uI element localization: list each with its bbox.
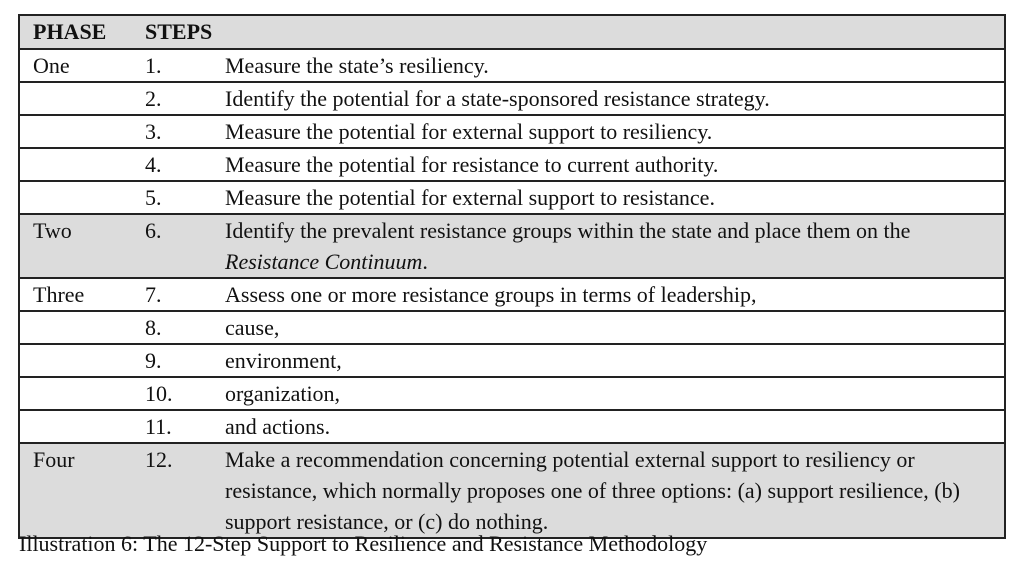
step-description (225, 181, 1005, 214)
step-number: 4. (145, 148, 225, 181)
step-number: 2. (145, 82, 225, 115)
phase-cell (19, 410, 145, 443)
phase-cell: One (19, 49, 145, 82)
table-row (19, 82, 1005, 115)
step-number: 5. (145, 181, 225, 214)
step-text: Measure the potential for resistance to current authority. (225, 152, 719, 177)
phase-cell (19, 82, 145, 115)
step-number: 6. (145, 214, 225, 278)
step-description (225, 344, 1005, 377)
table-header-row (19, 15, 1005, 49)
table-row (19, 115, 1005, 148)
step-text: Measure the state’s resiliency. (225, 53, 489, 78)
step-text: environment, (225, 348, 342, 373)
step-text: Assess one or more resistance groups in terms of leadership, (225, 282, 757, 307)
step-text: cause, (225, 315, 280, 340)
step-description (225, 148, 1005, 181)
step-description (225, 443, 1005, 538)
step-description (225, 82, 1005, 115)
step-emphasis: Resistance Continuum (225, 249, 423, 274)
phase-cell (19, 148, 145, 181)
methodology-table (18, 14, 1006, 539)
step-text: Measure the potential for external support to resiliency. (225, 119, 713, 144)
table-caption: Illustration 6: The 12-Step Support to Resilience and Resistance Methodology (19, 531, 708, 556)
step-text: Identify the potential for a state-sponsored resistance strategy. (225, 86, 770, 111)
step-text: Identify the prevalent resistance groups within the state and place them on the (225, 218, 911, 243)
header-steps: STEPS (145, 15, 1005, 49)
phase-cell (19, 181, 145, 214)
step-number: 12. (145, 443, 225, 538)
step-text-end: . (422, 249, 428, 274)
step-number: 1. (145, 49, 225, 82)
step-text: Make a recommendation concerning potential external support to resiliency or resistance, which normally proposes one of three options: (a) support resilience, (b) support resistance, or (c) do nothing. (225, 447, 960, 534)
phase-cell: Four (19, 443, 145, 538)
step-number: 3. (145, 115, 225, 148)
step-number: 7. (145, 278, 225, 311)
step-description (225, 311, 1005, 344)
step-number: 11. (145, 410, 225, 443)
table-row (19, 181, 1005, 214)
phase-cell: Two (19, 214, 145, 278)
phase-cell (19, 311, 145, 344)
header-phase: PHASE (19, 15, 145, 49)
table-row (19, 311, 1005, 344)
table-row (19, 410, 1005, 443)
table-row (19, 214, 1005, 278)
step-text: organization, (225, 381, 341, 406)
step-description (225, 410, 1005, 443)
step-text: Measure the potential for external support to resistance. (225, 185, 715, 210)
table-row (19, 148, 1005, 181)
phase-cell (19, 344, 145, 377)
step-number: 9. (145, 344, 225, 377)
step-text: and actions. (225, 414, 331, 439)
step-description (225, 214, 1005, 278)
phase-cell: Three (19, 278, 145, 311)
table-row (19, 344, 1005, 377)
step-description (225, 49, 1005, 82)
table-row (19, 377, 1005, 410)
step-description (225, 115, 1005, 148)
phase-cell (19, 377, 145, 410)
table-row (19, 278, 1005, 311)
step-number: 10. (145, 377, 225, 410)
step-number: 8. (145, 311, 225, 344)
table-row (19, 443, 1005, 538)
step-description (225, 377, 1005, 410)
step-description (225, 278, 1005, 311)
phase-cell (19, 115, 145, 148)
table-row (19, 49, 1005, 82)
